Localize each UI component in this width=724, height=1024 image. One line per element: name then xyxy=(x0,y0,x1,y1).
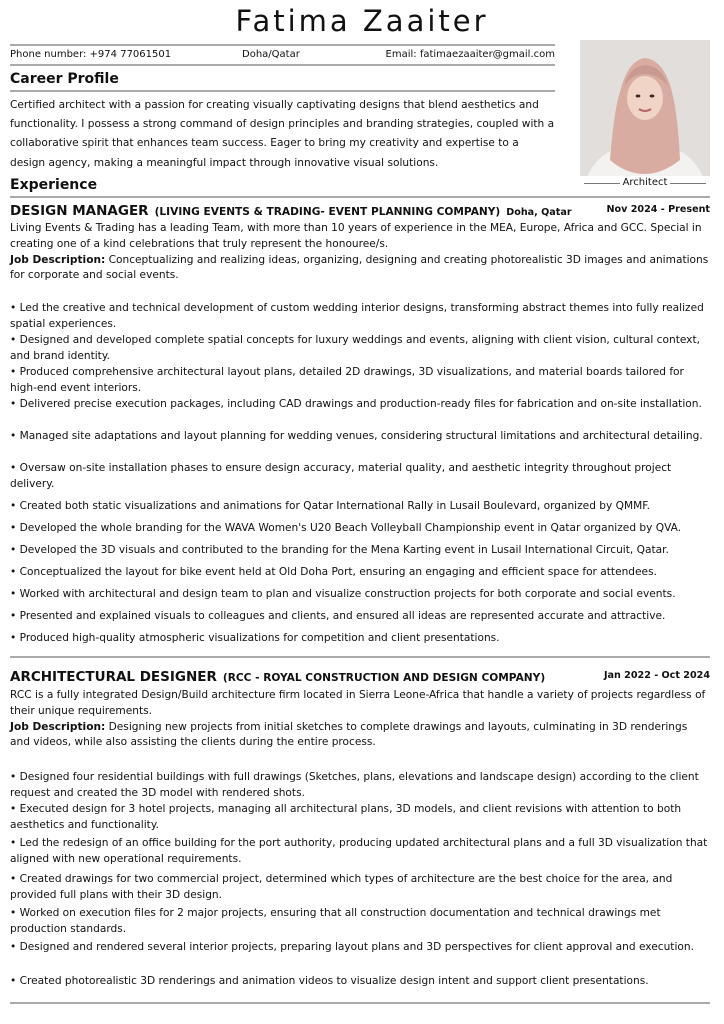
company-intro: Living Events & Trading has a leading Team, with more than 10 years of experience in the MEA, Europe, Africa and GCC. Special in creating one of a kind celebrations that truly represent the honouree/s. xyxy=(10,222,702,250)
career-profile-text: Certified architect with a passion for creating visually captivating designs that blend aesthetics and functionality. I possess a strong command of design principles and branding strategies, coupled with a collaborative spirit that enhances team success. Eager to bring my creativity and expertise to a design agency, making a meaningful impact through innovative visual solutions. xyxy=(10,99,555,169)
job-location: Doha, Qatar xyxy=(506,207,572,218)
section-divider xyxy=(10,196,710,198)
jd-label: Job Description: xyxy=(10,720,106,733)
list-item: • Managed site adaptations and layout planning for wedding venues, considering structural limitations and architectural detailing. xyxy=(10,430,703,442)
list-item: • Delivered precise execution packages, including CAD drawings and production-ready files for fabrication and on-site installation. xyxy=(10,398,702,410)
section-divider xyxy=(10,90,555,92)
job-dates: Nov 2024 - Present xyxy=(606,204,710,215)
contact-bar xyxy=(10,44,555,66)
job-description xyxy=(10,688,710,751)
list-item: • Produced high-quality atmospheric visualizations for competition and client presentations. xyxy=(10,632,500,644)
photo-caption: Architect xyxy=(580,176,710,190)
job-dates: Jan 2022 - Oct 2024 xyxy=(603,670,710,681)
section-divider xyxy=(10,656,710,658)
list-item: • Oversaw on-site installation phases to ensure design accuracy, material quality, and aesthetic integrity throughout project delivery. xyxy=(10,462,672,490)
list-item: • Worked on execution files for 2 major projects, ensuring that all construction documentation and technical drawings met production standards. xyxy=(10,907,661,935)
list-item: • Executed design for 3 hotel projects, managing all architectural plans, 3D models, and client revisions with attention to both aesthetics and functionality. xyxy=(10,803,682,831)
company-intro: RCC is a fully integrated Design/Build architecture firm located in Sierra Leone-Africa that handle a variety of projects regardless of their unique requirements. xyxy=(10,689,706,717)
experience-heading: Experience xyxy=(10,177,98,193)
profile-photo xyxy=(580,40,710,176)
job-header xyxy=(10,667,710,685)
list-item: • Designed four residential buildings with full drawings (Sketches, plans, elevations and landscape design) according to the client request and created the 3D model with rendered shots. xyxy=(10,771,699,799)
email-address: Email: fatimaezaaiter@gmail.com xyxy=(385,49,555,60)
jd-label: Job Description: xyxy=(10,253,106,266)
list-item: • Developed the 3D visuals and contributed to the branding for the Mena Karting event in Lusail International Circuit, Qatar. xyxy=(10,544,669,556)
list-item: • Created drawings for two commercial project, determined which types of architecture are the best choice for the area, and provided full plans with their 3D design. xyxy=(10,873,673,901)
jd-text: Designing new projects from initial sketches to complete drawings and layouts, culminating in 3D renderings and videos, while also assisting the clients during the entire process. xyxy=(10,720,688,749)
job-title: ARCHITECTURAL DESIGNER xyxy=(10,669,217,685)
list-item: • Led the redesign of an office building for the port authority, producing updated architectural plans and a full 3D visualization that aligned with new operational requirements. xyxy=(10,837,708,865)
list-item: • Worked with architectural and design team to plan and visualize construction projects for both corporate and social events. xyxy=(10,588,676,600)
job-company: (RCC - ROYAL CONSTRUCTION AND DESIGN COMPANY) xyxy=(222,672,546,684)
location: Doha/Qatar xyxy=(242,49,300,60)
candidate-name: Fatima Zaaiter xyxy=(235,4,489,38)
job-title: DESIGN MANAGER xyxy=(10,203,149,219)
section-divider xyxy=(10,1002,710,1004)
list-item: • Developed the whole branding for the WAVA Women's U20 Beach Volleyball Championship event in Qatar organized by QVA. xyxy=(10,522,682,534)
jd-text: Conceptualizing and realizing ideas, organizing, designing and creating photorealistic 3D images and animations for corporate and social events. xyxy=(10,253,709,282)
career-profile-heading: Career Profile xyxy=(10,71,119,87)
job-description xyxy=(10,221,710,284)
list-item: • Designed and developed complete spatial concepts for luxury weddings and events, aligning with client vision, cultural context, and brand identity. xyxy=(10,334,700,362)
list-item: • Presented and explained visuals to colleagues and clients, and ensured all ideas are represented accurate and attractive. xyxy=(10,610,666,622)
list-item: • Conceptualized the layout for bike event held at Old Doha Port, ensuring an engaging and efficient space for attendees. xyxy=(10,566,657,578)
job-header xyxy=(10,201,710,219)
list-item: • Produced comprehensive architectural layout plans, detailed 2D drawings, 3D visualizations, and material boards tailored for high-end event interiors. xyxy=(10,366,684,394)
list-item: • Led the creative and technical development of custom wedding interior designs, transforming abstract themes into fully realized spatial experiences. xyxy=(10,302,704,330)
job-company: (LIVING EVENTS & TRADING- EVENT PLANNING COMPANY) xyxy=(154,206,501,218)
phone-number: Phone number: +974 77061501 xyxy=(10,49,172,60)
list-item: • Designed and rendered several interior projects, preparing layout plans and 3D perspectives for client approval and execution. xyxy=(10,941,694,953)
list-item: • Created both static visualizations and animations for Qatar International Rally in Lusail Boulevard, organized by QMMF. xyxy=(10,500,651,512)
list-item: • Created photorealistic 3D renderings and animation videos to visualize design intent and support client presentations. xyxy=(10,975,649,987)
